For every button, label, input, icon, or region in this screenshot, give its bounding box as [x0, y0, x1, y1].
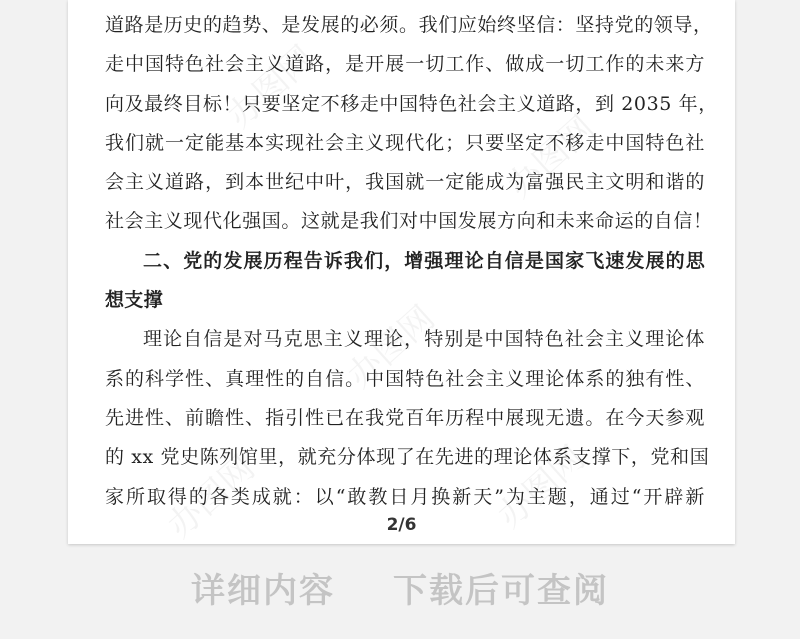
document-body — [105, 6, 718, 517]
page-number: 2/6 — [386, 515, 417, 535]
download-prompt — [0, 563, 800, 612]
paragraph-line: 的 xx 党史陈列馆里，就充分体现了在先进的理论体系支撑下，党和国 — [105, 446, 710, 469]
paragraph-line: 道路是历史的趋势、是发展的必须。我们应始终坚信：坚持党的领导， — [105, 14, 713, 36]
document-page — [68, 0, 735, 547]
watermark: 办图网 — [220, 38, 323, 137]
watermark: 办图网 — [340, 298, 443, 397]
paragraph-line: 家所取得的各类成就：以“敢教日月换新天”为主题，通过“开辟新 — [105, 485, 705, 508]
paragraph-line: 会主义道路，到本世纪中叶，我国就一定能成为富强民主文明和谐的 — [105, 171, 705, 194]
watermark: 办图网 — [490, 438, 593, 537]
section-heading-line: 二、党的发展历程告诉我们，增强理论自信是国家飞速发展的思 — [143, 249, 705, 272]
watermark: 办图网 — [160, 448, 263, 547]
section-heading-line: 想支撑 — [105, 289, 163, 312]
paragraph-line: 理论自信是对马克思主义理论，特别是中国特色社会主义理论体 — [143, 328, 705, 351]
paragraph-line: 我们就一定能基本实现社会主义现代化；只要坚定不移走中国特色社 — [105, 131, 705, 154]
footer-detail-text: 详细内容 — [191, 571, 335, 611]
paragraph-line: 走中国特色社会主义道路，是开展一切工作、做成一切工作的未来方 — [105, 53, 705, 76]
paragraph-line: 系的科学性、真理性的自信。中国特色社会主义理论体系的独有性、 — [105, 367, 705, 390]
paragraph-line: 社会主义现代化强国。这就是我们对中国发展方向和未来命运的自信！ — [105, 210, 713, 233]
footer-download-text: 下载后可查阅 — [393, 571, 609, 611]
watermark: 办图网 — [500, 108, 603, 207]
paragraph-line: 先进性、前瞻性、指引性已在我党百年历程中展现无遗。在今天参观 — [105, 406, 705, 429]
paragraph-line: 向及最终目标！只要坚定不移走中国特色社会主义道路，到 2035 年， — [105, 92, 718, 115]
